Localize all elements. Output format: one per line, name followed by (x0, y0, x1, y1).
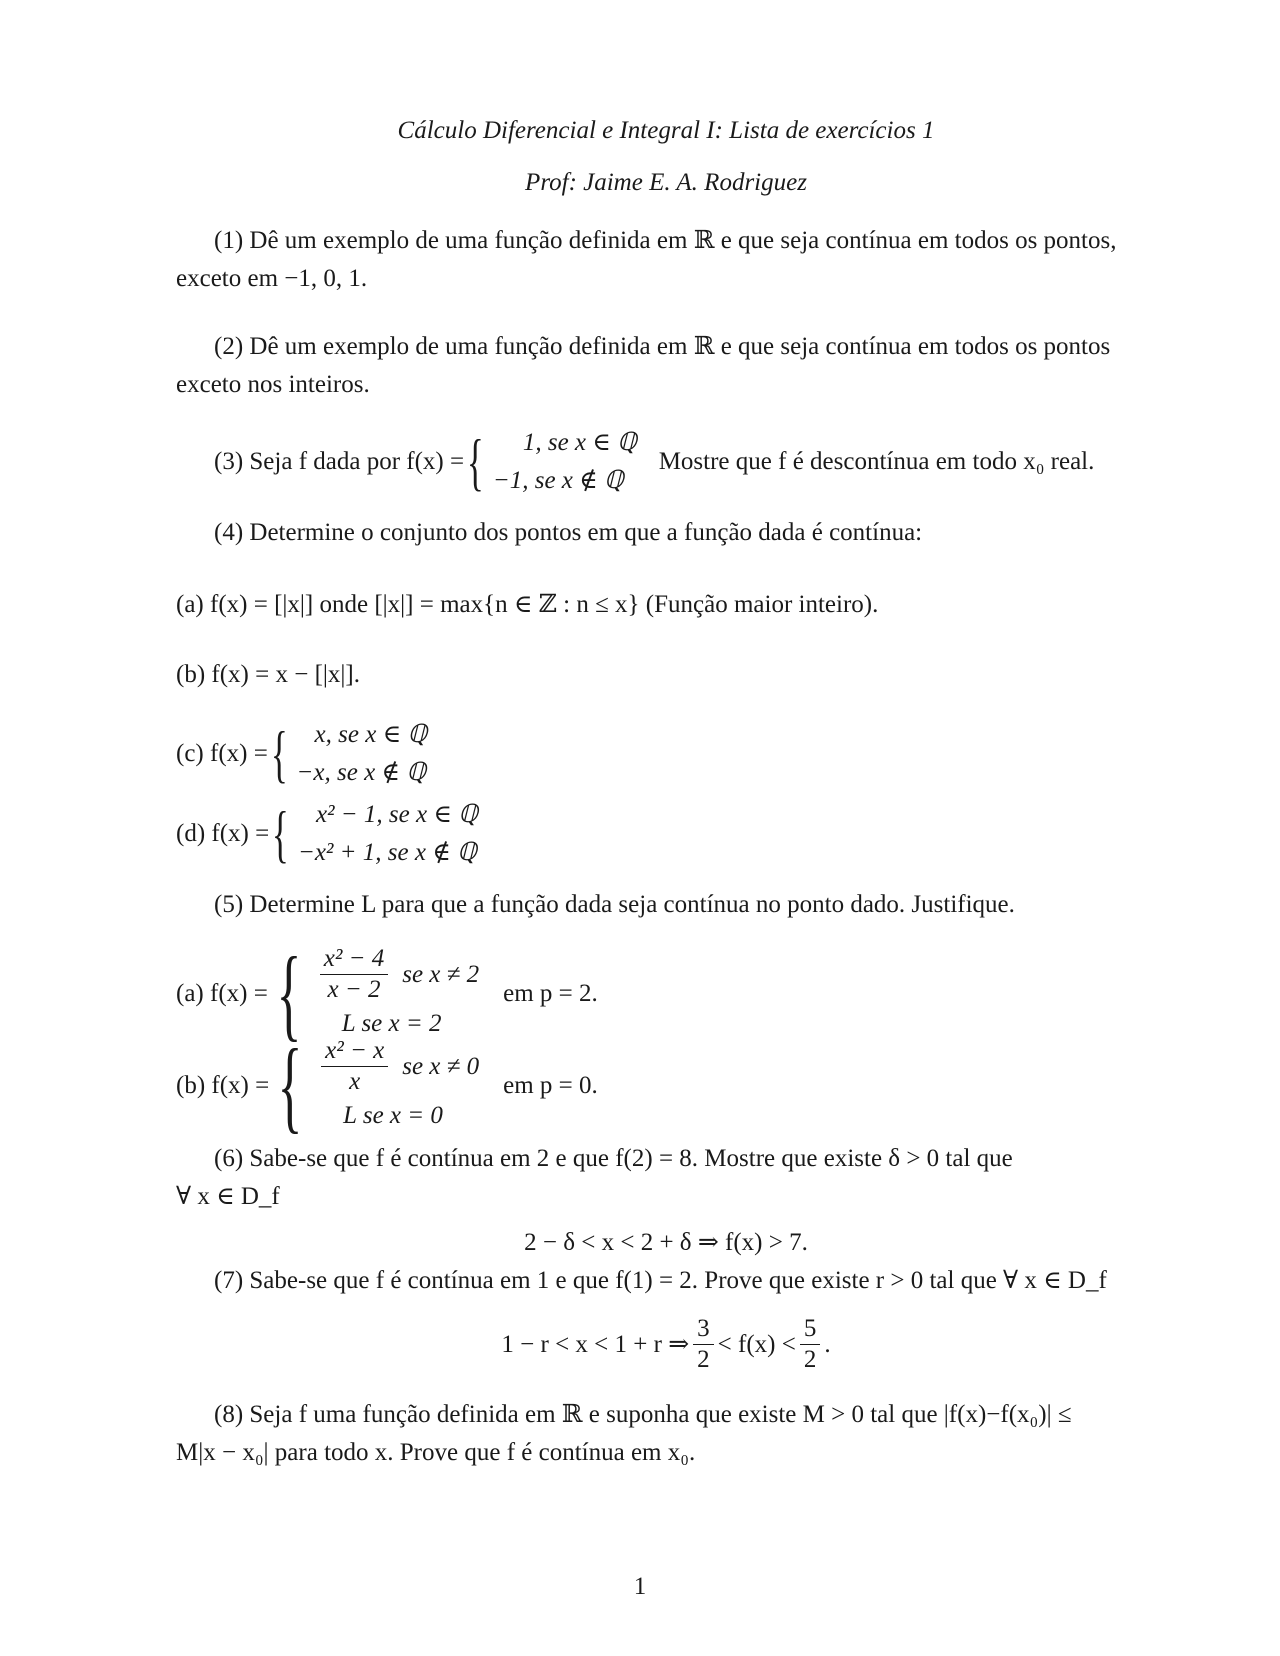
left-brace-icon: { (467, 426, 484, 497)
left-brace-icon: { (277, 1027, 303, 1143)
exercise-5b-fraction (321, 1036, 388, 1097)
exercise-8-line-2: M|x − x₀| para todo x. Prove que f é contínua em x₀. (176, 1439, 696, 1466)
exercise-6-formula: 2 − δ < x < 2 + δ ⇒ f(x) > 7. (524, 1229, 808, 1256)
exercise-4a: (a) f(x) = [|x|] onde [|x|] = max{n ∈ ℤ : n ≤ x} (Função maior inteiro). (176, 591, 879, 618)
exercise-5b-denominator: x (349, 1068, 361, 1095)
exercise-4-intro: (4) Determine o conjunto dos pontos em que a função dada é contínua: (214, 519, 923, 546)
exercise-4d (176, 796, 1156, 872)
exercise-7 (176, 1262, 1156, 1375)
exercise-7-formula-left: 1 − r < x < 1 + r ⇒ (501, 1330, 690, 1358)
exercise-7-formula-mid: < f(x) < (717, 1330, 796, 1358)
exercise-5a-condition-1: se x ≠ 2 (402, 960, 480, 988)
exercise-7-fraction-2 (800, 1314, 821, 1375)
exercise-4c-case-2: −x, se x ∉ ℚ (296, 759, 426, 786)
exercise-4c-cases (297, 716, 427, 792)
exercise-3-suffix: Mostre que f é descontínua em todo x₀ real. (658, 448, 1095, 475)
exercise-5b-case-1 (317, 1036, 479, 1097)
exercise-5b-condition-1: se x ≠ 0 (402, 1052, 480, 1080)
exercise-6 (176, 1140, 1156, 1262)
exercise-4d-case-2: −x² + 1, se x ∉ ℚ (297, 839, 477, 866)
exercise-6-line-2: ∀ x ∈ D_f (176, 1183, 280, 1210)
exercise-5a-numerator: x² − 4 (320, 944, 388, 975)
exercise-4d-case-1: x² − 1, se x ∈ ℚ (315, 801, 478, 828)
exercise-7-fraction-2-den: 2 (803, 1346, 817, 1373)
left-brace-icon: { (272, 798, 290, 869)
exercise-5a-case-1 (316, 944, 479, 1005)
exercise-6-line-1: (6) Sabe-se que f é contínua em 2 e que f(2) = 8. Mostre que existe δ > 0 tal que (214, 1145, 1013, 1172)
exercise-5a-case-2: L se x = 2 (341, 1010, 442, 1037)
exercise-7-formula (176, 1314, 1156, 1375)
exercise-5b-numerator: x² − x (321, 1036, 388, 1067)
exercise-1-line-1: (1) Dê um exemplo de uma função definida em ℝ e que seja contínua em todos os pontos, (214, 227, 1117, 254)
exercise-4c (176, 716, 1156, 792)
exercise-8 (176, 1396, 1156, 1472)
page-number: 1 (633, 1573, 647, 1600)
exercise-5-intro: (5) Determine L para que a função dada seja contínua no ponto dado. Justifique. (214, 891, 1015, 918)
exercise-8-line-1: (8) Seja f uma função definida em ℝ e suponha que existe M > 0 tal que |f(x)−f(x₀)| ≤ (214, 1401, 1072, 1428)
exercise-3 (176, 424, 1156, 500)
document-author: Prof: Jaime E. A. Rodriguez (525, 169, 807, 196)
exercise-3-cases (493, 424, 637, 500)
exercise-5b (176, 1027, 1156, 1143)
exercise-4d-piecewise (269, 796, 478, 872)
exercise-1-line-2: exceto em −1, 0, 1. (176, 265, 368, 292)
exercise-5b-point: em p = 0. (503, 1071, 598, 1099)
exercise-4b: (b) f(x) = x − [|x|]. (176, 661, 360, 688)
exercise-3-case-1: 1, se x ∈ ℚ (522, 429, 637, 456)
exercise-7-formula-end: . (824, 1330, 831, 1358)
exercise-5a-point: em p = 2. (503, 979, 598, 1007)
exercise-2-line-1: (2) Dê um exemplo de uma função definida em ℝ e que seja contínua em todos os pontos (214, 333, 1111, 360)
exercise-2 (176, 328, 1156, 404)
exercise-5a-fraction (320, 944, 388, 1005)
exercise-5a-cases (316, 944, 479, 1043)
exercise-4d-cases (298, 796, 478, 872)
exercise-5a-label: (a) f(x) = (176, 979, 268, 1007)
exercise-7-fraction-1 (693, 1314, 714, 1375)
exercise-2-line-2: exceto nos inteiros. (176, 371, 370, 398)
document-title: Cálculo Diferencial e Integral I: Lista de exercícios 1 (397, 117, 935, 144)
exercise-1 (176, 222, 1156, 298)
exercise-3-case-2: −1, se x ∉ ℚ (492, 467, 624, 494)
exercise-7-fraction-1-den: 2 (697, 1346, 710, 1373)
exercise-5b-cases (317, 1036, 479, 1135)
exercise-5b-label: (b) f(x) = (176, 1071, 270, 1099)
left-brace-icon: { (276, 935, 302, 1051)
exercise-5b-piecewise (269, 1027, 480, 1143)
exercise-7-fraction-1-num: 3 (693, 1314, 714, 1345)
exercise-4c-piecewise (268, 716, 427, 792)
left-brace-icon: { (270, 718, 288, 789)
exercise-5b-case-2: L se x = 0 (343, 1102, 443, 1129)
exercise-4c-label: (c) f(x) = (176, 740, 268, 767)
exercise-4d-label: (d) f(x) = (176, 820, 270, 847)
exercise-3-prefix: (3) Seja f dada por f(x) = (214, 448, 465, 475)
exercise-5a-denominator: x − 2 (327, 976, 381, 1003)
exercise-7-fraction-2-num: 5 (800, 1314, 821, 1345)
exercise-4c-case-1: x, se x ∈ ℚ (314, 721, 427, 748)
exercise-7-line-1: (7) Sabe-se que f é contínua em 1 e que f(1) = 2. Prove que existe r > 0 tal que ∀ x ∈ D_f (214, 1267, 1107, 1294)
exercise-3-piecewise (464, 424, 637, 500)
